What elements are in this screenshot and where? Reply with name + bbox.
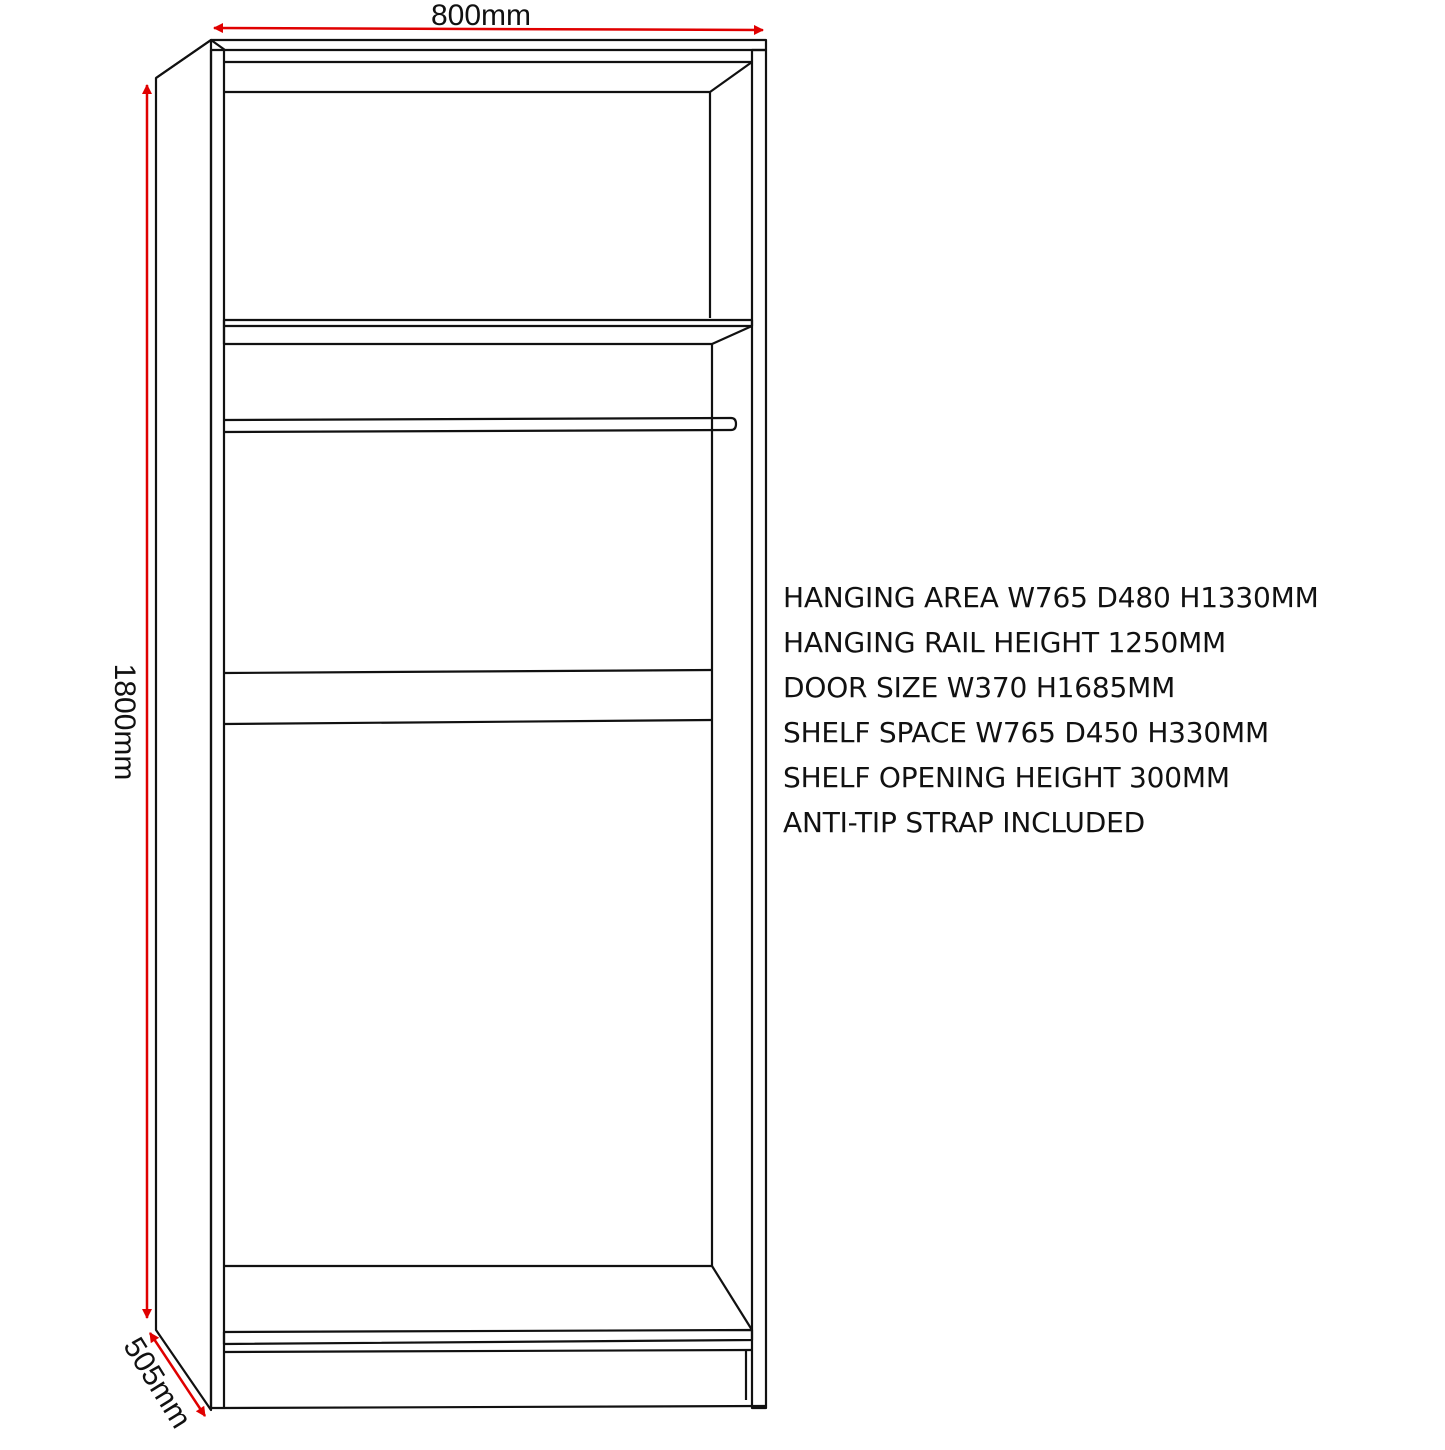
back-joint-2 [224, 720, 712, 724]
top-panel [211, 40, 766, 50]
plinth-bottom [224, 1406, 766, 1408]
bottom-back-edge [224, 1266, 752, 1330]
back-joint-1 [224, 670, 712, 673]
spec-anti-tip-strap: ANTI-TIP STRAP INCLUDED [783, 806, 1145, 839]
right-front-edge [752, 50, 766, 1408]
wardrobe-outline [156, 40, 766, 1410]
inner-back-top [224, 62, 752, 92]
depth-label: 505mm [116, 1331, 198, 1435]
plinth-top [224, 1350, 752, 1352]
spec-shelf-space: SHELF SPACE W765 D450 H330MM [783, 716, 1269, 749]
width-label: 800mm [430, 0, 532, 32]
left-front-edge [211, 50, 224, 1408]
left-side-panel [156, 40, 211, 1410]
upper-shelf [224, 320, 752, 344]
spec-hanging-rail-height: HANGING RAIL HEIGHT 1250MM [783, 626, 1227, 659]
spec-hanging-area: HANGING AREA W765 D480 H1330MM [783, 581, 1319, 614]
height-label: 1800mm [108, 663, 141, 781]
specification-list [783, 578, 1319, 848]
spec-shelf-opening-height: SHELF OPENING HEIGHT 300MM [783, 761, 1230, 794]
spec-door-size: DOOR SIZE W370 H1685MM [783, 671, 1176, 704]
bottom-shelf [224, 1330, 752, 1344]
hanging-rail [224, 418, 736, 432]
